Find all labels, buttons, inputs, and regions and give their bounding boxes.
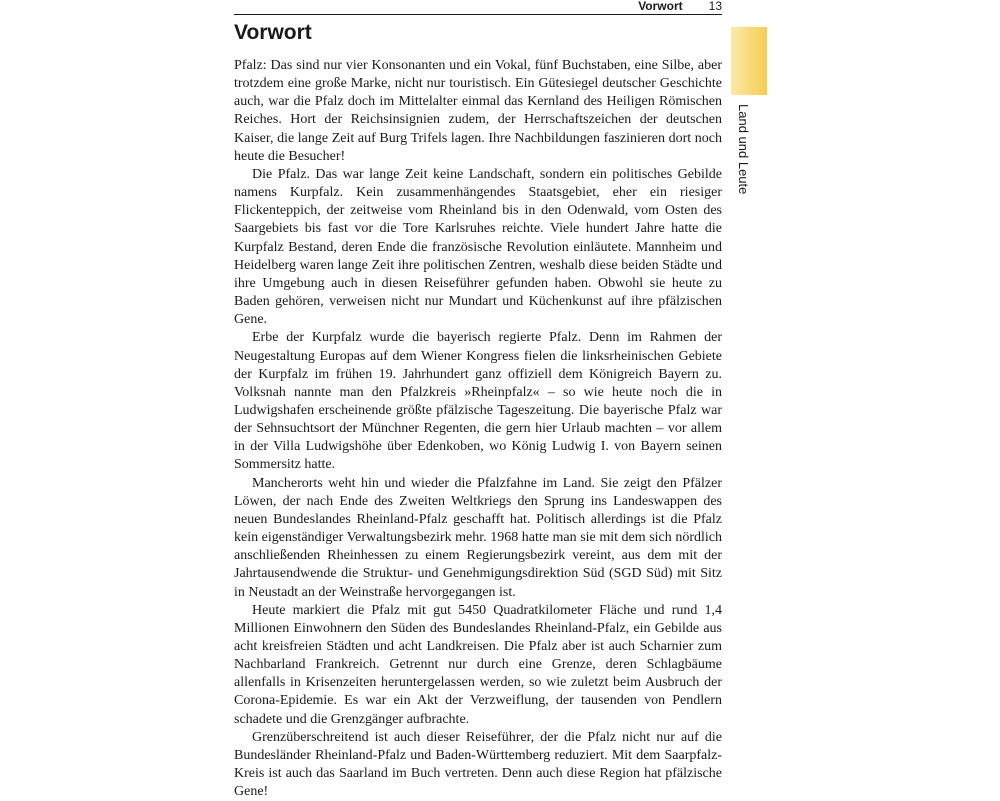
- header-rule: [234, 14, 722, 15]
- paragraph: Erbe der Kurpfalz wurde die bayerisch regierte Pfalz. Denn im Rahmen der Neugestaltung Europas auf dem Wiener Kongress fielen die linksrheinischen Gebiete der Kurpfalz im frühen 19. Jahrhundert ganz offiziell dem Königreich Bayern zu. Volksnah nannte man den Pfalzkreis »Rheinpfalz« – so wie heute noch die in Ludwigshafen erscheinende größte pfälzische Tageszeitung. Die bayerische Pfalz war der Sehnsuchtsort der Münchner Regenten, die gern hier Urlaub machten – vor allem in der Villa Ludwigshöhe über Edenkoben, wo König Ludwig I. von Bayern seinen Sommersitz hatte.: [234, 330, 722, 473]
- paragraph: Die Pfalz. Das war lange Zeit keine Landschaft, sondern ein politisches Gebilde namens Kurpfalz. Kein zusammenhängendes Staatsgebiet, eher ein riesiger Flickenteppich, der zeitweise vom Rheinland bis in den Odenwald, vom Osten des Saargebiets bis fast vor die Tore Karlsruhes reichte. Viele hundert Jahre hatte die Kurpfalz Bestand, deren Ende die französische Revolution einläutete. Mannheim und Heidelberg waren lange Zeit ihre politischen Zentren, weshalb diese beiden Städte und ihre Umgebung auch in diesen Reiseführer gefunden haben. Obwohl sie heute zu Baden gehören, verweisen nicht nur Mundart und Küchenkunst auf ihre pfälzischen Gene.: [234, 166, 722, 328]
- chapter-tab: [731, 27, 767, 95]
- page-title: Vorwort: [234, 21, 312, 44]
- body-text: [234, 57, 722, 801]
- running-header: [638, 0, 722, 13]
- paragraph: Mancherorts weht hin und wieder die Pfalzfahne im Land. Sie zeigt den Pfälzer Löwen, der nach Ende des Zweiten Weltkriegs den Sprung ins Landeswappen des neuen Bundeslandes Rheinland-Pfalz geschafft hat. Politisch allerdings ist die Pfalz kein eigenständiger Verwaltungsbezirk mehr. 1968 hatte man sie mit dem sich nördlich anschließenden Rheinhessen zu einem Regierungsbezirk vereint, aus dem mit der Jahrtausendwende die Struktur- und Genehmigungsdirektion Süd (SGD Süd) mit Sitz in Neustadt an der Weinstraße hervorgegangen ist.: [234, 475, 722, 600]
- paragraph: Grenzüberschreitend ist auch dieser Reiseführer, der die Pfalz nicht nur auf die Bundesländer Rheinland-Pfalz und Baden-Württemberg reduziert. Mit dem Saarpfalz-Kreis ist auch das Saarland im Buch vertreten. Denn auch diese Region hat pfälzische Gene!: [234, 729, 722, 800]
- paragraph: Heute markiert die Pfalz mit gut 5450 Quadratkilometer Fläche und rund 1,4 Millionen Einwohnern den Süden des Bundeslandes Rheinland-Pfalz, ein Gebilde aus acht kreisfreien Städten und acht Landkreisen. Die Pfalz aber ist auch Scharnier zum Nachbarland Frankreich. Getrennt nur durch eine Grenze, deren Schlagbäume allenfalls in Krisenzeiten heruntergelassen werden, so wie zuletzt beim Ausbruch der Corona-Epidemie. Es war ein Akt der Verzweiflung, der tausenden von Pendlern schadete und die Grenzgänger aufbrachte.: [234, 602, 722, 727]
- paragraph: Pfalz: Das sind nur vier Konsonanten und ein Vokal, fünf Buchstaben, eine Silbe, aber trotzdem eine große Marke, nicht nur touristisch. Ein Gütesiegel deutscher Geschichte auch, war die Pfalz doch im Mittelalter einmal das Kernland des Heiligen Römischen Reiches. Hort der Reichsinsignien zudem, der Herrschaftszeichen der deutschen Kaiser, die lange Zeit auf Burg Trifels lagen. Ihre Nachbildungen faszinieren dort noch heute die Besucher!: [234, 58, 722, 164]
- running-title: Vorwort: [638, 0, 683, 13]
- page-number: 13: [708, 0, 722, 13]
- chapter-label: Land und Leute: [736, 104, 751, 195]
